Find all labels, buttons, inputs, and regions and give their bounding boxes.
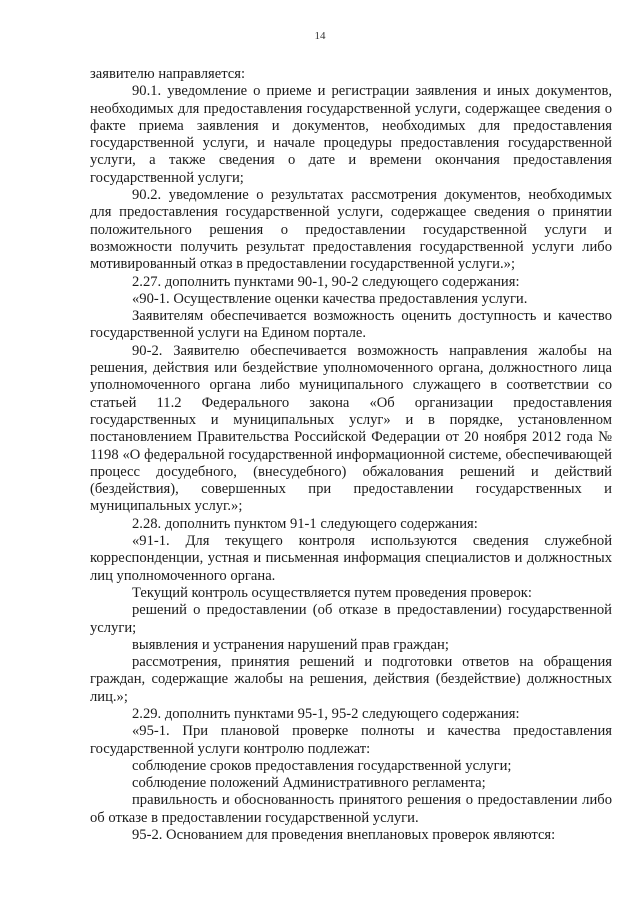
paragraph-decisions: решений о предоставлении (об отказе в предоставлении) государственной услуги;	[90, 602, 612, 636]
paragraph-deadlines: соблюдение сроков предоставления государственной услуги;	[132, 757, 512, 774]
paragraph-95-1: «95-1. При плановой проверке полноты и качества предоставления государственной услуги контролю подлежат:	[90, 723, 612, 757]
paragraph-regulation: соблюдение положений Административного регламента;	[132, 775, 486, 792]
paragraph-91-1: «91-1. Для текущего контроля используются сведения служебной корреспонденции, устная и письменная информация специалистов и должностных лиц уполномоченного органа.	[90, 533, 612, 584]
paragraph-appeals: рассмотрения, принятия решений и подготовки ответов на обращения граждан, содержащие жалобы на решения, действия (бездействие) должностных лиц.»;	[90, 654, 612, 705]
paragraph-current-control: Текущий контроль осуществляется путем проведения проверок:	[132, 584, 532, 601]
paragraph-90-1-quality: «90-1. Осуществление оценки качества предоставления услуги.	[132, 290, 528, 307]
paragraph-2-27: 2.27. дополнить пунктами 90-1, 90-2 следующего содержания:	[132, 273, 520, 290]
document-body	[90, 66, 612, 844]
paragraph-2-29: 2.29. дополнить пунктами 95-1, 95-2 следующего содержания:	[132, 705, 520, 722]
paragraph-violations: выявления и устранения нарушений прав граждан;	[132, 636, 449, 653]
paragraph-90-2-complaint: 90-2. Заявителю обеспечивается возможность направления жалобы на решения, действия или бездействие уполномоченного органа, должностного лица уполномоченного органа либо муниципального служащего в соответствии со статьей 11.2 Федерального закона «Об организации предоставления государственных и муниципальных услуг» и в порядке, установленном постановлением Правительства Российской Федерации от 20 ноября 2012 года № 1198 «О федеральной государственной информационной системе, обеспечивающей процесс досудебного, (внесудебного) обжалования решений и действий (бездействия), совершенных при предоставлении государственных и муниципальных услуг.»;	[90, 342, 612, 515]
paragraph-intro: заявителю направляется:	[90, 66, 245, 82]
paragraph-95-2: 95-2. Основанием для проведения внеплановых проверок являются:	[132, 827, 556, 844]
paragraph-2-28: 2.28. дополнить пунктом 91-1 следующего содержания:	[132, 515, 478, 532]
paragraph-90-2: 90.2. уведомление о результатах рассмотрения документов, необходимых для предоставления государственной услуги, содержащее сведения о принятии положительного решения о предоставлении государственной услуги и возможности получить результат предоставления государственной услуги либо мотивированный отказ в предоставлении государственной услуги.»;	[90, 187, 612, 273]
paragraph-quality-assessment: Заявителям обеспечивается возможность оценить доступность и качество государственной услуги на Едином портале.	[90, 308, 612, 342]
paragraph-90-1: 90.1. уведомление о приеме и регистрации заявления и иных документов, необходимых для предоставления государственной услуги, содержащее сведения о факте приема заявления и документов, необходимых для предоставления государственной услуги, и начале процедуры предоставления государственной услуги, а также сведения о дате и времени окончания предоставления государственной услуги;	[90, 83, 612, 186]
paragraph-correctness: правильность и обоснованность принятого решения о предоставлении либо об отказе в предоставлении государственной услуги.	[90, 792, 612, 826]
page-number: 14	[314, 30, 326, 42]
